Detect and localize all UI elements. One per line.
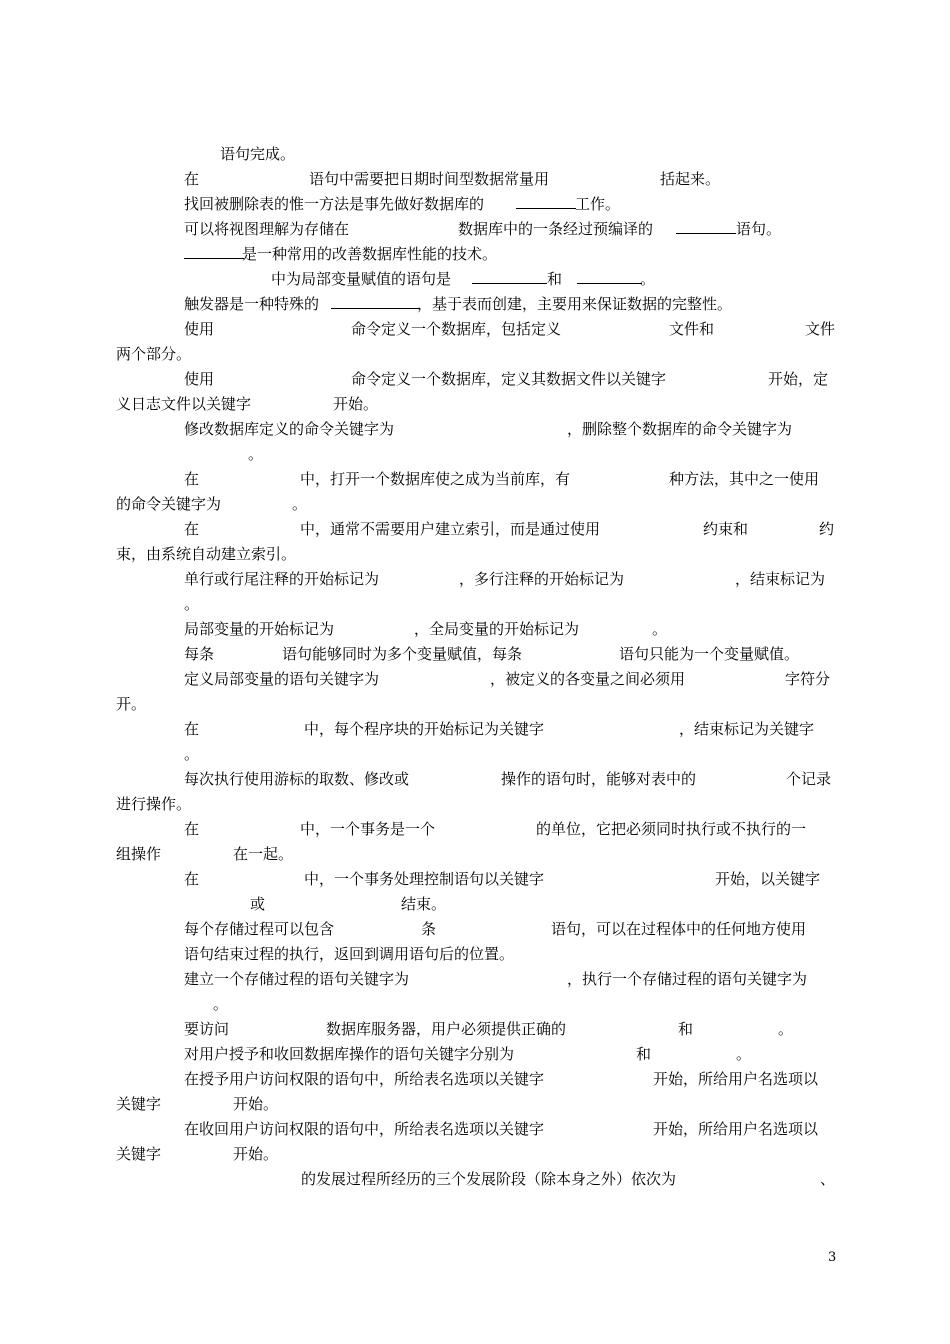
text-fragment: 开始。 [233,1145,279,1163]
text-fragment: 个记录 [786,770,832,788]
text-fragment: 文件 [805,320,836,338]
text-fragment: 。 [292,495,308,513]
text-fragment: 开始，所给用户名选项以 [653,1070,819,1088]
text-fragment: 语句，可以在过程体中的任何地方使用 [551,920,807,938]
text-fragment: 工作。 [575,195,621,213]
text-fragment: 中，通常不需要用户建立索引，而是通过使用 [300,520,601,538]
text-fragment: 每条 [184,645,215,663]
text-fragment: 在 [184,170,200,188]
text-fragment: 。 [213,995,229,1013]
text-fragment: 建立一个存储过程的语句关键字为 [184,970,410,988]
text-fragment: 使用 [184,370,215,388]
text-fragment: 数据库中的一条经过预编译的 [458,220,654,238]
text-fragment: 要访问 [184,1020,230,1038]
text-fragment: 语句结束过程的执行，返回到调用语句后的位置。 [184,945,515,963]
blank-line [184,244,244,264]
blank-line [472,269,547,289]
text-fragment: 可以将视图理解为存储在 [184,220,350,238]
text-fragment: 种方法，其中之一使用 [669,470,820,488]
fill-in-blank [472,269,547,284]
fill-in-blank [184,244,244,259]
fill-in-blank [577,269,642,284]
text-fragment: ，多行注释的开始标记为 [459,570,625,588]
text-fragment: 修改数据库定义的命令关键字为 [184,420,395,438]
fill-in-blank [516,194,576,209]
fill-in-blank [676,219,736,234]
text-fragment: 开始。 [333,395,379,413]
text-fragment: ，结束标记为关键字 [679,720,815,738]
text-fragment: 中为局部变量赋值的语句是 [271,270,452,288]
text-fragment: 中，打开一个数据库使之成为当前库，有 [300,470,571,488]
text-fragment: 对用户授予和收回数据库操作的语句关键字分别为 [184,1045,515,1063]
text-fragment: 。 [778,1020,794,1038]
blank-line [676,219,736,239]
text-fragment: 文件和 [669,320,715,338]
text-fragment: 的命令关键字为 [116,495,222,513]
text-fragment: 和 [547,270,563,288]
text-fragment: 在 [184,520,200,538]
text-fragment: 字符分 [785,670,831,688]
text-fragment: 在 [184,820,200,838]
text-fragment: ，删除整个数据库的命令关键字为 [567,420,793,438]
text-fragment: 在 [184,870,200,888]
text-fragment: 在 [184,720,200,738]
text-fragment: 开始。 [233,1095,279,1113]
text-fragment: ，被定义的各变量之间必须用 [490,670,686,688]
text-fragment: 开始，定 [768,370,829,388]
text-fragment: 数据库服务器，用户必须提供正确的 [326,1020,567,1038]
text-fragment: 找回被删除表的惟一方法是事先做好数据库的 [184,195,485,213]
text-fragment: 中，一个事务处理控制语句以关键字 [304,870,545,888]
text-fragment: 语句中需要把日期时间型数据常量用 [309,170,550,188]
text-fragment: 语句。 [736,220,782,238]
text-fragment: 在一起。 [233,845,294,863]
text-fragment: 命令定义一个数据库，定义其数据文件以关键字 [351,370,667,388]
text-fragment: 的发展过程所经历的三个发展阶段（除本身之外）依次为 [301,1170,677,1188]
text-fragment: 和 [636,1045,652,1063]
text-fragment: 局部变量的开始标记为 [184,620,335,638]
text-fragment: 每个存储过程可以包含 [184,920,335,938]
text-fragment: 关键字 [116,1145,162,1163]
text-fragment: 在收回用户访问权限的语句中，所给表名选项以关键字 [184,1120,545,1138]
page-number: 3 [828,1250,837,1265]
text-fragment: 。 [640,270,656,288]
text-fragment: 义日志文件以关键字 [116,395,252,413]
text-fragment: 或 [250,895,266,913]
text-fragment: 两个部分。 [116,345,192,363]
fill-in-blank [331,294,419,309]
text-fragment: 束，由系统自动建立索引。 [116,545,297,563]
text-fragment: 组操作 [116,845,162,863]
text-fragment: 约束和 [703,520,749,538]
text-fragment: 开。 [116,695,147,713]
text-fragment: 单行或行尾注释的开始标记为 [184,570,380,588]
text-fragment: 中，每个程序块的开始标记为关键字 [304,720,545,738]
text-fragment: ，执行一个存储过程的语句关键字为 [567,970,808,988]
text-fragment: ，全局变量的开始标记为 [414,620,580,638]
text-fragment: 命令定义一个数据库，包括定义 [351,320,562,338]
text-fragment: 。 [248,445,264,463]
text-fragment: 开始，以关键字 [715,870,821,888]
text-fragment: 语句只能为一个变量赋值。 [619,645,800,663]
blank-line [516,194,576,214]
text-fragment: 定义局部变量的语句关键字为 [184,670,380,688]
text-fragment: 。 [184,595,200,613]
text-fragment: ，结束标记为 [735,570,826,588]
text-fragment: 条 [421,920,437,938]
text-fragment: 语句能够同时为多个变量赋值，每条 [282,645,523,663]
text-fragment: 开始，所给用户名选项以 [653,1120,819,1138]
text-fragment: 每次执行使用游标的取数、修改或 [184,770,410,788]
text-fragment: 操作的语句时，能够对表中的 [501,770,697,788]
text-fragment: 中，一个事务是一个 [300,820,436,838]
text-fragment: 是一种常用的改善数据库性能的技术。 [242,245,498,263]
text-fragment: 。 [652,620,668,638]
text-fragment: 在授予用户访问权限的语句中，所给表名选项以关键字 [184,1070,545,1088]
text-fragment: 和 [678,1020,694,1038]
blank-line [331,294,419,314]
text-fragment: 括起来。 [660,170,721,188]
text-fragment: 关键字 [116,1095,162,1113]
text-fragment: 触发器是一种特殊的 [184,295,320,313]
text-fragment: 进行操作。 [116,795,192,813]
text-fragment: 。 [736,1045,752,1063]
text-fragment: 。 [184,745,200,763]
text-fragment: 语句完成。 [220,145,296,163]
text-fragment: 、 [820,1170,836,1188]
text-fragment: 约 [819,520,835,538]
text-fragment: 结束。 [401,895,447,913]
text-fragment: 使用 [184,320,215,338]
text-fragment: ，基于表而创建，主要用来保证数据的完整性。 [417,295,733,313]
text-fragment: 的单位，它把必须同时执行或不执行的一 [536,820,807,838]
blank-line [577,269,642,289]
text-fragment: 在 [184,470,200,488]
